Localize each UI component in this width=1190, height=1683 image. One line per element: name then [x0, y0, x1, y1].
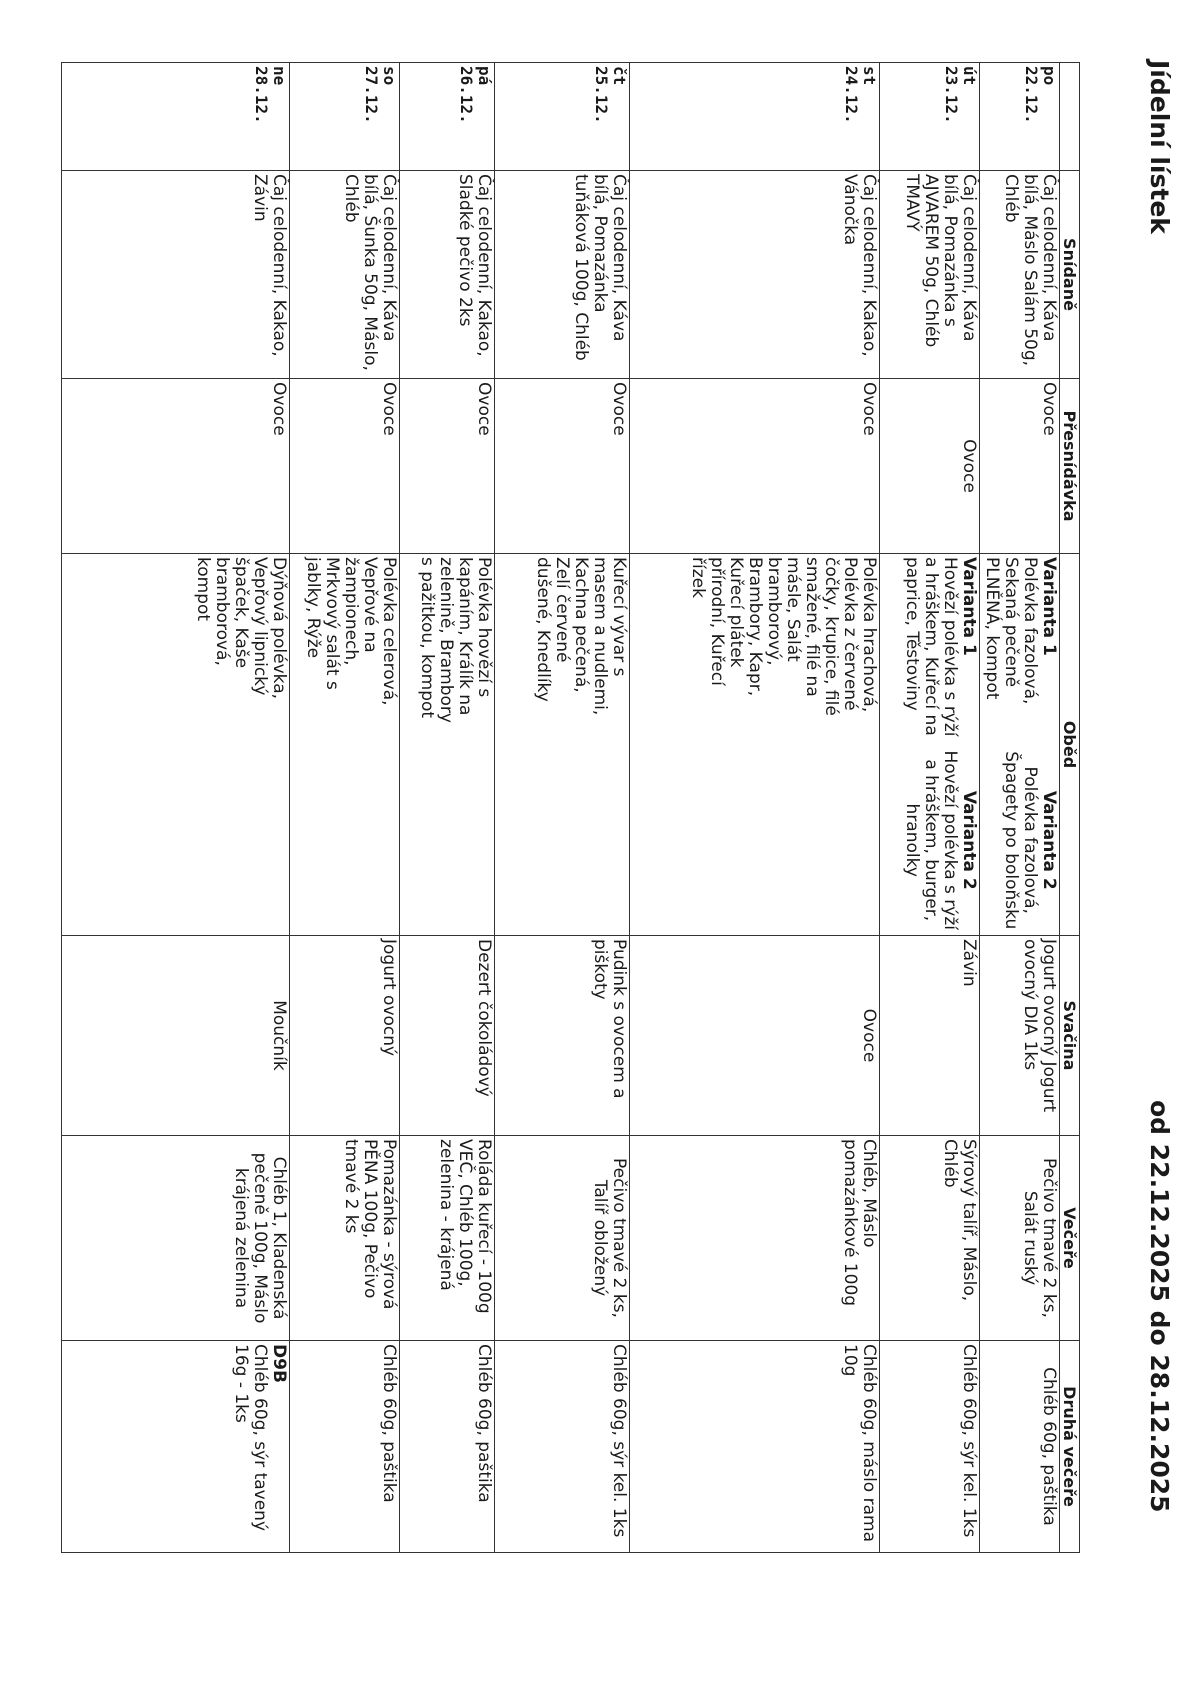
svacina-cell: Ovoce	[630, 936, 880, 1136]
druha-vecere-text: Chléb 60g, sýr tavený 16g - 1ks	[231, 1344, 270, 1531]
header-row	[1060, 63, 1080, 1553]
day-cell	[980, 63, 1060, 171]
column-header-obed: Oběd	[1060, 554, 1080, 936]
vecere-cell: Chléb, Máslo pomazánkové 100g	[630, 1136, 880, 1341]
menu-table	[61, 62, 1080, 1553]
column-header-svacina: Svačina	[1060, 936, 1080, 1136]
table-row	[880, 63, 980, 1553]
snidane-cell: Čaj celodenní, Káva bílá, Pomazánka tuňáková 100g, Chléb	[495, 171, 630, 379]
variant-1-label: Varianta 1	[959, 557, 979, 656]
diet-code-label: D9B	[269, 1344, 289, 1383]
obed-cell	[980, 554, 1060, 936]
obed-cell	[880, 554, 980, 936]
day-name: so	[380, 66, 399, 86]
druha-vecere-cell: Chléb 60g, paštika	[980, 1341, 1060, 1553]
obed-text: Kuřecí vývar s masem a nudlemi, Kachna pečená, Zelí červené dušené, Knedlíky	[533, 557, 629, 716]
day-name: st	[860, 66, 879, 86]
column-header-vecere: Večeře	[1060, 1136, 1080, 1341]
presnidavka-cell: Ovoce	[980, 379, 1060, 554]
variant-2-label: Varianta 2	[959, 790, 979, 890]
svacina-cell: Dezert čokoládový	[400, 936, 495, 1136]
druha-vecere-cell: Chléb 60g, sýr kel. 1ks	[495, 1341, 630, 1553]
druha-vecere-cell: Chléb 60g, máslo rama 10g	[630, 1341, 880, 1553]
day-cell	[62, 63, 290, 171]
column-header-day	[1060, 63, 1080, 171]
day-name: út	[960, 66, 979, 86]
vecere-cell: Pomazánka - sýrová PĚNA 100g, Pečivo tmavé 2 ks	[290, 1136, 400, 1341]
table-row	[62, 63, 290, 1553]
day-date: 28.12.	[252, 66, 271, 124]
obed-cell	[62, 554, 290, 936]
day-cell	[400, 63, 495, 171]
table-row	[290, 63, 400, 1553]
table-row	[980, 63, 1060, 1553]
svacina-cell: Jogurt ovocný Jogurt ovocný DIA 1ks	[980, 936, 1060, 1136]
table-row	[630, 63, 880, 1553]
day-cell	[880, 63, 980, 171]
vecere-cell: Sýrový talíř, Máslo, Chléb	[880, 1136, 980, 1341]
presnidavka-cell: Ovoce	[62, 379, 290, 554]
svacina-cell: Jogurt ovocný	[290, 936, 400, 1136]
day-name: ne	[270, 66, 289, 86]
date-range: od 22.12.2025 do 28.12.2025	[1145, 1100, 1174, 1513]
obed-text: Polévka hrachová, Polévka z červené čočky, krupice, filé smažené, filé na másle, Salát bramborový, Brambory, Kapr, Kuřecí plátek přírodní, Kuřecí řízek	[688, 557, 879, 716]
variant-2-label: Varianta 2	[1039, 790, 1059, 890]
column-header-snidane: Snídaně	[1060, 171, 1080, 379]
variant-1-label: Varianta 1	[1039, 557, 1059, 656]
variant-2-text: Polévka fazolová, Špagety po boloňsku	[1001, 751, 1040, 930]
table-row	[495, 63, 630, 1553]
obed-text: Polévka celerová, Vepřové na žampionech, Mrkvový salát s jablky, Rýže	[303, 557, 399, 706]
druha-vecere-cell: Chléb 60g, paštika	[290, 1341, 400, 1553]
snidane-cell: Čaj celodenní, Káva bílá, Šunka 50g, Máslo, Chléb	[290, 171, 400, 379]
vecere-cell: Roláda kuřecí - 100g VEČ, Chléb 100g, zelenina - krájená	[400, 1136, 495, 1341]
presnidavka-cell: Ovoce	[630, 379, 880, 554]
variant-1-text: Polévka fazolová, Sekaná pečeně PLNĚNÁ, kompot	[982, 557, 1040, 705]
obed-cell	[290, 554, 400, 936]
vecere-cell: Pečivo tmavé 2 ks, Salát ruský	[980, 1136, 1060, 1341]
column-header-druha-vecere: Druhá večeře	[1060, 1341, 1080, 1553]
snidane-cell: Čaj celodenní, Káva bílá, Máslo Salám 50g, Chléb	[980, 171, 1060, 379]
page-title: Jídelní lístek	[1145, 60, 1174, 234]
day-date: 24.12.	[842, 66, 861, 124]
svacina-cell: Závin	[880, 936, 980, 1136]
snidane-cell: Čaj celodenní, Kakao, Závin	[62, 171, 290, 379]
presnidavka-cell: Ovoce	[400, 379, 495, 554]
obed-cell	[630, 554, 880, 936]
day-date: 26.12.	[457, 66, 476, 124]
svacina-cell: Moučník	[62, 936, 290, 1136]
day-cell	[290, 63, 400, 171]
druha-vecere-cell	[62, 1341, 290, 1553]
snidane-cell: Čaj celodenní, Kakao, Sladké pečivo 2ks	[400, 171, 495, 379]
day-date: 23.12.	[942, 66, 961, 124]
presnidavka-cell: Ovoce	[880, 379, 980, 554]
obed-cell	[495, 554, 630, 936]
variant-2-text: Hovězí polévka s rýží a hráškem, burger, hranolky	[902, 750, 960, 930]
day-name: pá	[475, 66, 494, 86]
day-name: čt	[610, 66, 629, 86]
day-cell	[630, 63, 880, 171]
day-date: 27.12.	[362, 66, 381, 124]
snidane-cell: Čaj celodenní, Káva bílá, Pomazánka s AJVAREM 50g, Chléb TMAVÝ	[880, 171, 980, 379]
presnidavka-cell: Ovoce	[290, 379, 400, 554]
vecere-cell: Pečivo tmavé 2 ks, Talíř obložený	[495, 1136, 630, 1341]
obed-cell	[400, 554, 495, 936]
presnidavka-cell: Ovoce	[495, 379, 630, 554]
druha-vecere-cell: Chléb 60g, sýr kel. 1ks	[880, 1341, 980, 1553]
obed-text: Dýňová polévka, Vepřový lipnický špaček, Kaše bramborová, kompot	[193, 557, 289, 700]
day-date: 25.12.	[592, 66, 611, 124]
day-cell	[495, 63, 630, 171]
table-row	[400, 63, 495, 1553]
obed-text: Polévka hovězí s kapáním, Králík na zelenině, Brambory s pažitkou, kompot	[417, 557, 494, 723]
variant-1-text: Hovězí polévka s rýží a hráškem, Kuřecí na paprice, Těstoviny	[902, 557, 960, 737]
day-date: 22.12.	[1022, 66, 1041, 124]
druha-vecere-cell: Chléb 60g, paštika	[400, 1341, 495, 1553]
day-name: po	[1040, 66, 1059, 86]
snidane-cell: Čaj celodenní, Kakao, Vánočka	[630, 171, 880, 379]
column-header-presnidavka: Přesnídávka	[1060, 379, 1080, 554]
vecere-cell: Chléb 1, Kladenská pečeně 100g, Máslo krájená zelenina	[62, 1136, 290, 1341]
svacina-cell: Pudink s ovocem a piškoty	[495, 936, 630, 1136]
